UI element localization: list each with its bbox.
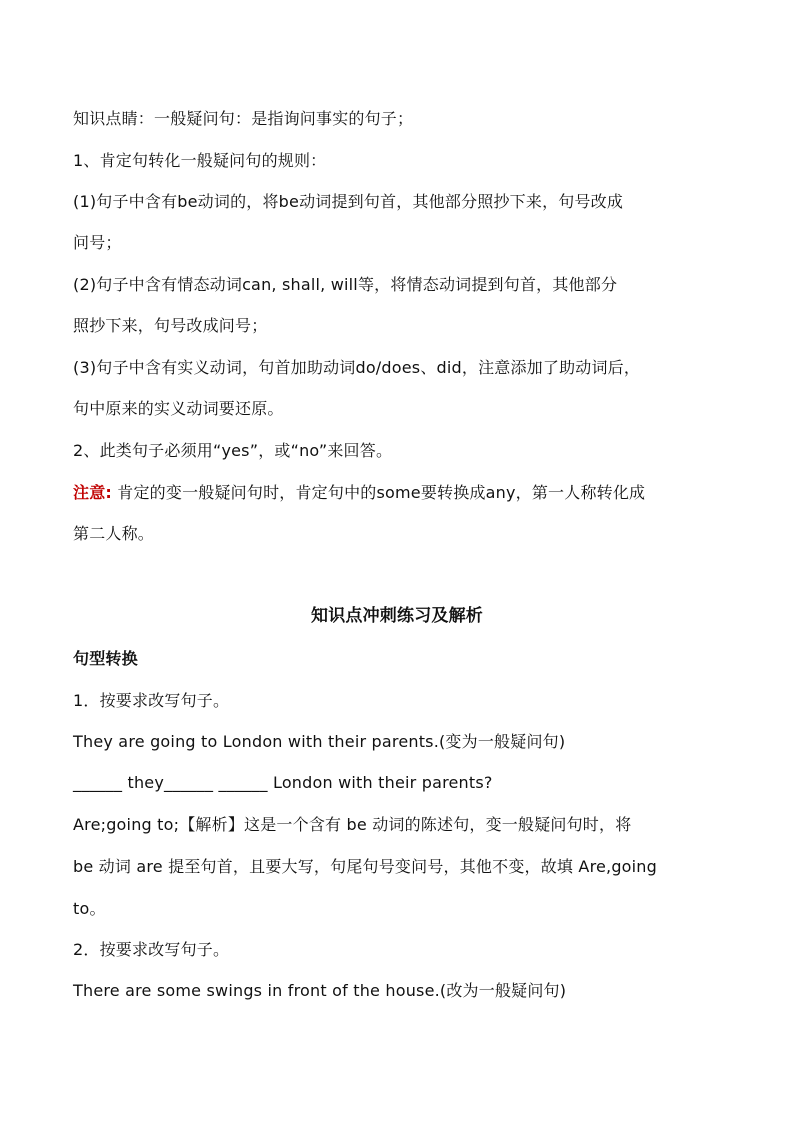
question2-prompt: 2．按要求改写句子。 (73, 940, 230, 959)
rule1-item3-line2: 句中原来的实义动词要还原。 (73, 399, 284, 418)
note-line2: 第二人称。 (73, 524, 155, 543)
question1-sentence: They are going to London with their parents.(变为一般疑问句) (73, 732, 566, 751)
rule1-title: 1、肯定句转化一般疑问句的规则： (73, 151, 327, 170)
rule1-item1-line2: 问号； (73, 233, 122, 252)
subsection-title: 句型转换 (73, 649, 138, 668)
rule1-item1-line1: (1)句子中含有be动词的，将be动词提到句首，其他部分照抄下来，句号改成 (73, 192, 624, 211)
definition-line: 知识点睛：一般疑问句：是指询问事实的句子； (73, 109, 414, 128)
rule1-item3-line1: (3)句子中含有实义动词，句首加助动词do/does、did，注意添加了助动词后， (73, 358, 641, 377)
rule1-item2-line2: 照抄下来，句号改成问号； (73, 316, 268, 335)
section-title: 知识点冲刺练习及解析 (311, 606, 483, 626)
note-line1 (73, 483, 645, 503)
rule1-item2-line1: (2)句子中含有情态动词can, shall, will等，将情态动词提到句首，其他部分 (73, 275, 618, 294)
question2-sentence: There are some swings in front of the house.(改为一般疑问句) (73, 981, 567, 1000)
question1-answer-line1: Are;going to;【解析】这是一个含有 be 动词的陈述句，变一般疑问句时，将 (73, 815, 632, 834)
question1-answer-line2: be 动词 are 提至句首，且要大写，句尾句号变问号，其他不变，故填 Are,going (73, 857, 658, 876)
note-text: 肯定的变一般疑问句时，肯定句中的some要转换成any，第一人称转化成 (112, 483, 646, 502)
question1-prompt: 1．按要求改写句子。 (73, 691, 230, 710)
note-label: 注意: (73, 483, 112, 502)
question1-answer-line3: to。 (73, 899, 106, 918)
rule2-line: 2、此类句子必须用“yes”，或“no”来回答。 (73, 441, 393, 460)
question1-blank: ______ they______ ______ London with their parents? (73, 773, 493, 792)
